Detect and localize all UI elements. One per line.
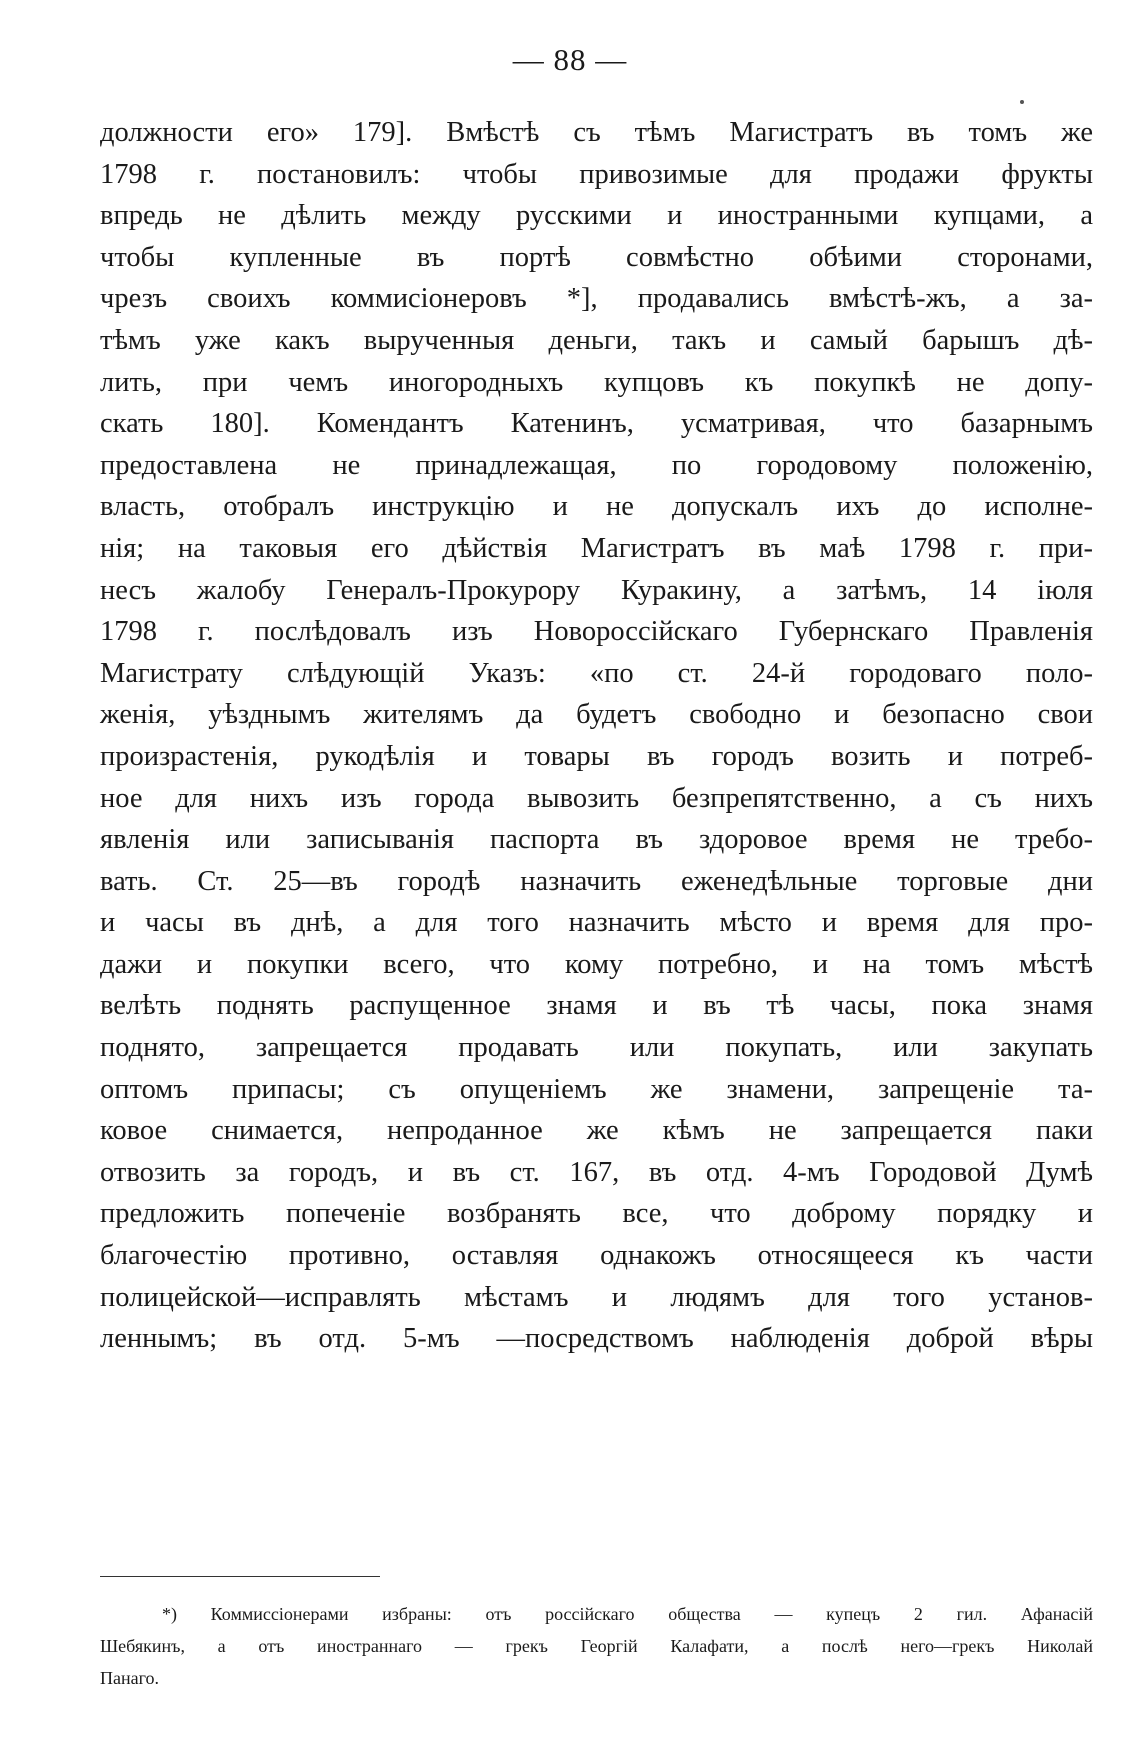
text-line: женія, уѣзднымъ жителямъ да будетъ свободно и безопасно свои [100, 699, 1093, 731]
text-line: поднято, запрещается продавать или покупать, или закупать [100, 1032, 1093, 1064]
text-line: чрезъ своихъ коммисіонеровъ *], продавались вмѣстѣ-жъ, а за- [100, 283, 1093, 315]
text-line: лить, при чемъ иногородныхъ купцовъ къ покупкѣ не допу- [100, 366, 1093, 398]
text-line: предоставлена не принадлежащая, по городовому положенію, [100, 449, 1093, 481]
text-line: чтобы купленные въ портѣ совмѣстно обѣими сторонами, [100, 241, 1093, 273]
text-line: отвозить за городъ, и въ ст. 167, въ отд. 4-мъ Городовой Думѣ [100, 1156, 1093, 1188]
text-line: несъ жалобу Генералъ-Прокурору Куракину, а затѣмъ, 14 іюля [100, 574, 1093, 606]
text-line: нія; на таковыя его дѣйствія Магистратъ въ маѣ 1798 г. при- [100, 532, 1093, 564]
stray-mark [1020, 100, 1024, 104]
text-line: скать 180]. Комендантъ Катенинъ, усматривая, что базарнымъ [100, 408, 1093, 440]
footnote-line: Шебякинъ, а отъ иностраннаго — грекъ Георгій Калафати, а послѣ него—грекъ Николай [100, 1636, 1093, 1656]
text-line: впредь не дѣлить между русскими и иностранными купцами, а [100, 200, 1093, 232]
footnote-line: Панаго. [100, 1668, 160, 1688]
text-line: тѣмъ уже какъ вырученныя деньги, такъ и самый барышъ дѣ- [100, 324, 1093, 356]
text-line: предложить попеченіе возбранять все, что доброму порядку и [100, 1198, 1093, 1230]
text-line: вать. Ст. 25—въ городѣ назначить еженедѣльные торговые дни [100, 865, 1093, 897]
text-line: Магистрату слѣдующій Указъ: «по ст. 24-й городоваго поло- [100, 657, 1093, 689]
footnote-line: *) Коммиссіонерами избраны: отъ россійскаго общества — купецъ 2 гил. Афанасій [162, 1604, 1093, 1624]
text-line: ковое снимается, непроданное же кѣмъ не запрещается паки [100, 1115, 1093, 1147]
body-text [100, 112, 1093, 1360]
text-line: дажи и покупки всего, что кому потребно, и на томъ мѣстѣ [100, 948, 1093, 980]
footnote-separator [100, 1576, 380, 1577]
text-line: явленія или записыванія паспорта въ здоровое время не требо- [100, 824, 1093, 856]
footnote [100, 1598, 1093, 1694]
text-line: произрастенія, рукодѣлія и товары въ городъ возить и потреб- [100, 740, 1093, 772]
page-number: — 88 — [512, 42, 628, 77]
text-line: полицейской—исправлять мѣстамъ и людямъ для того установ- [100, 1281, 1093, 1313]
text-line: должности его» 179]. Вмѣстѣ съ тѣмъ Магистратъ въ томъ же [100, 117, 1093, 148]
text-line: 1798 г. послѣдовалъ изъ Новороссійскаго Губернскаго Правленія [100, 616, 1093, 648]
text-line: леннымъ; въ отд. 5-мъ —посредствомъ наблюденія доброй вѣры [100, 1323, 1093, 1355]
text-line: и часы въ днѣ, а для того назначить мѣсто и время для про- [100, 907, 1093, 939]
text-line: ное для нихъ изъ города вывозить безпрепятственно, а съ нихъ [100, 782, 1093, 814]
text-line: благочестію противно, оставляя однакожъ относящееся къ части [100, 1240, 1093, 1272]
text-line: 1798 г. постановилъ: чтобы привозимые для продажи фрукты [100, 158, 1093, 190]
text-line: власть, отобралъ инструкцію и не допускалъ ихъ до исполне- [100, 491, 1093, 523]
text-line: велѣть поднять распущенное знамя и въ тѣ часы, пока знамя [100, 990, 1093, 1022]
text-line: оптомъ припасы; съ опущеніемъ же знамени, запрещеніе та- [100, 1073, 1093, 1105]
